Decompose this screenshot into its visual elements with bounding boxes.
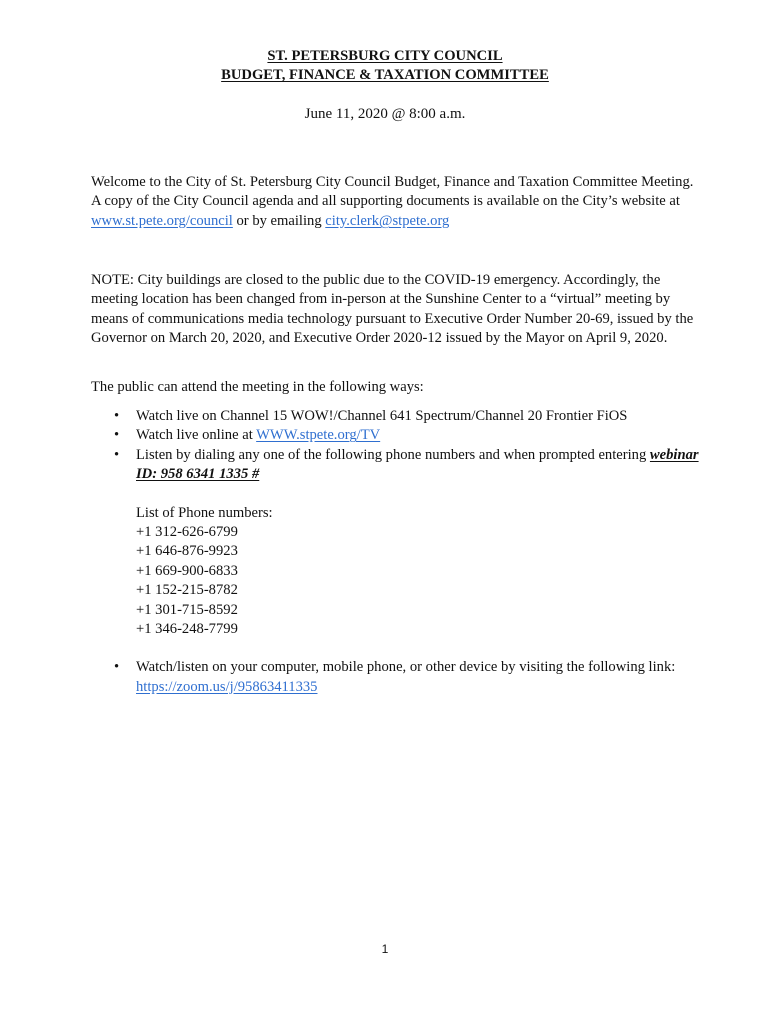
list-item xyxy=(91,658,706,697)
phone-number: +1 312-626-6799 xyxy=(136,524,238,541)
page-number: 1 xyxy=(381,942,389,956)
bullet-icon: • xyxy=(114,427,120,444)
phone-number: +1 152-215-8782 xyxy=(136,582,238,599)
clerk-email-link[interactable]: city.clerk@stpete.org xyxy=(325,212,450,229)
phone-number: +1 301-715-8592 xyxy=(136,601,238,618)
option-tv-text: Watch live on Channel 15 WOW!/Channel 641 Spectrum/Channel 20 Frontier FiOS xyxy=(136,408,628,424)
phone-numbers-list xyxy=(136,504,706,640)
header-council-title: ST. PETERSBURG CITY COUNCIL xyxy=(267,48,503,64)
council-website-link[interactable]: www.st.pete.org/council xyxy=(91,212,233,229)
welcome-paragraph xyxy=(91,173,697,231)
option-phone-text: Listen by dialing any one of the following phone numbers and when prompted entering xyxy=(136,446,650,463)
welcome-text-1: Welcome to the City of St. Petersburg City Council Budget, Finance and Taxation Committee Meeting. A copy of the City Council agenda and all supporting documents is available on the City’s website at xyxy=(91,174,694,210)
phone-number: +1 669-900-6833 xyxy=(136,562,238,579)
list-item xyxy=(91,426,706,445)
covid-note-paragraph: NOTE: City buildings are closed to the public due to the COVID-19 emergency. Accordingly, the meeting location has been changed from in-person at the Sunshine Center to a “virtual” meeting by means of communications media technology pursuant to Executive Order Number 20-69, issued by the Governor on March 20, 2020, and Executive Order 2020-12 issued by the Mayor on April 9, 2020. xyxy=(91,272,694,347)
zoom-link[interactable]: https://zoom.us/j/95863411335 xyxy=(136,678,318,695)
attend-intro: The public can attend the meeting in the following ways: xyxy=(91,379,424,395)
list-item xyxy=(91,446,706,640)
webinar-id: webinar ID: 958 6341 1335 # xyxy=(136,446,699,483)
bullet-icon: • xyxy=(114,408,120,424)
list-item xyxy=(91,407,706,426)
welcome-text-2: or by emailing xyxy=(232,212,326,229)
phone-number: +1 646-876-9923 xyxy=(136,543,238,560)
phones-label: List of Phone numbers: xyxy=(136,504,273,521)
header-committee-title: BUDGET, FINANCE & TAXATION COMMITTEE xyxy=(221,67,549,83)
document-header xyxy=(0,47,770,85)
bullet-icon: • xyxy=(114,659,120,676)
option-online-text: Watch live online at xyxy=(136,427,257,444)
stpete-tv-link[interactable]: WWW.stpete.org/TV xyxy=(256,427,381,444)
phone-number: +1 346-248-7799 xyxy=(136,621,238,638)
bullet-icon: • xyxy=(114,446,120,463)
attendance-options-list xyxy=(91,407,706,697)
option-zoom-text: Watch/listen on your computer, mobile phone, or other device by visiting the following link: xyxy=(136,659,676,676)
meeting-date: June 11, 2020 @ 8:00 a.m. xyxy=(304,106,466,122)
